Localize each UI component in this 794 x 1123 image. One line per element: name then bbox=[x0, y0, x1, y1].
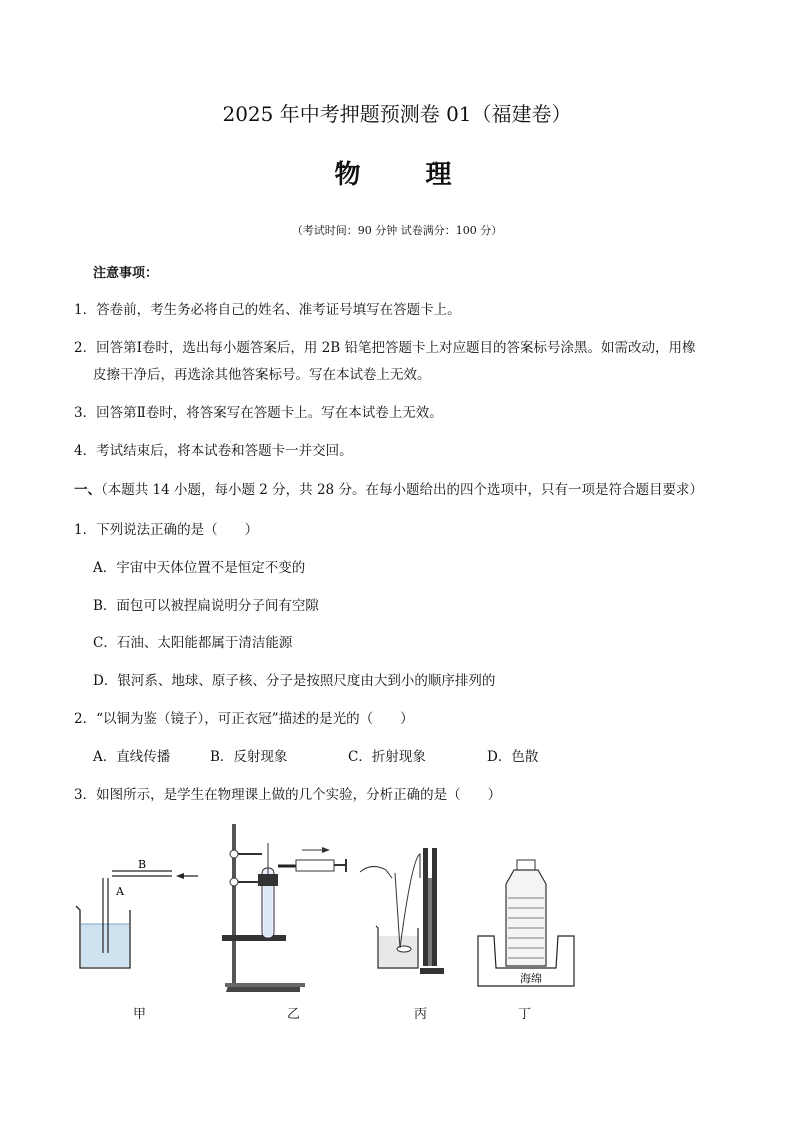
section-one-header bbox=[74, 478, 703, 498]
question-3-figure bbox=[0, 818, 794, 1038]
experiment-ding-apparatus bbox=[478, 860, 574, 986]
notice-item-1: 1．答卷前，考生务必将自己的姓名、准考证号填写在答题卡上。 bbox=[74, 302, 461, 318]
notice-item-4: 4．考试结束后，将本试卷和答题卡一并交回。 bbox=[74, 443, 353, 459]
caption-jia: 甲 bbox=[133, 1007, 147, 1022]
experiment-jia-beaker bbox=[76, 871, 198, 968]
paper-title: 2025 年中考押题预测卷 01（福建卷） bbox=[222, 102, 572, 126]
experiment-yi-apparatus bbox=[222, 824, 346, 992]
question-2-option-d: D．色散 bbox=[487, 749, 539, 765]
notice-item-2-cont: 皮擦干净后，再选涂其他答案标号。写在本试卷上无效。 bbox=[93, 367, 431, 383]
notice-item-2: 2．回答第Ⅰ卷时，选出每小题答案后，用 2B 铅笔把答题卡上对应题目的答案标号涂黑。如需改动，用橡 bbox=[74, 340, 696, 356]
caption-bing: 丙 bbox=[414, 1007, 428, 1022]
question-2-option-a: A．直线传播 bbox=[93, 749, 171, 765]
question-1-stem: 1．下列说法正确的是（ ） bbox=[74, 522, 259, 538]
experiment-bing-apparatus bbox=[360, 848, 444, 974]
section-one-desc: （本题共 14 小题，每小题 2 分，共 28 分。在每小题给出的四个选项中，只有一项是符合题目要求） bbox=[101, 482, 703, 498]
question-1-option-c: C．石油、太阳能都属于清洁能源 bbox=[93, 635, 293, 651]
question-1-option-d: D．银河系、地球、原子核、分子是按照尺度由大到小的顺序排列的 bbox=[93, 673, 496, 689]
question-2-option-c: C．折射现象 bbox=[348, 749, 426, 765]
question-1-option-a: A．宇宙中天体位置不是恒定不变的 bbox=[93, 560, 306, 576]
notice-item-3: 3．回答第Ⅱ卷时，将答案写在答题卡上。写在本试卷上无效。 bbox=[74, 405, 443, 421]
caption-ding: 丁 bbox=[518, 1007, 532, 1022]
question-2-option-b: B．反射现象 bbox=[210, 749, 288, 765]
subject-title: 物 理 bbox=[334, 160, 480, 190]
tube-b-label: B bbox=[138, 858, 147, 871]
tube-a-label: A bbox=[116, 885, 124, 898]
exam-info: （考试时间：90 分钟 试卷满分：100 分） bbox=[291, 224, 503, 237]
notice-heading: 注意事项： bbox=[93, 266, 159, 281]
question-1-option-b: B．面包可以被捏扁说明分子间有空隙 bbox=[93, 598, 319, 614]
section-one-label: 一、 bbox=[74, 482, 101, 498]
caption-yi: 乙 bbox=[287, 1007, 301, 1022]
question-3-stem: 3．如图所示，是学生在物理课上做的几个实验，分析正确的是（ ） bbox=[74, 787, 502, 803]
sponge-label: 海绵 bbox=[520, 972, 542, 985]
question-2-stem: 2．“以铜为鉴（镜子），可正衣冠”描述的是光的（ ） bbox=[74, 711, 414, 727]
